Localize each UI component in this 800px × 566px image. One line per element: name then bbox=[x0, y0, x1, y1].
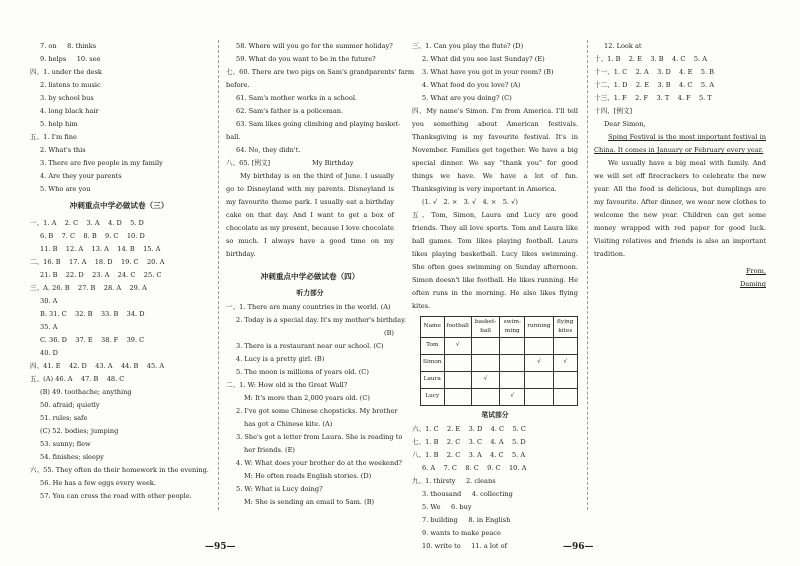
letter-closing: From, bbox=[745, 267, 766, 275]
table-header-row bbox=[421, 317, 578, 338]
answer-line: 2. I've got some Chinese chopsticks. My brother bbox=[236, 406, 398, 415]
table-mark-cell bbox=[525, 371, 553, 388]
answer-line: has got a Chinese kite. (A) bbox=[244, 419, 333, 428]
section-title-4: 冲刺重点中学必做试卷（四） bbox=[260, 272, 360, 281]
answer-line: 二、16. B 17. A 18. D 19. C 20. A bbox=[30, 258, 165, 266]
answer-line: 八、1. B 2. C 3. A 4. C 5. A bbox=[412, 450, 526, 459]
answer-line: 4. W: What does your brother do at the weekend? bbox=[236, 458, 402, 467]
answer-line: 5. Who are you bbox=[40, 185, 91, 193]
column-4 bbox=[594, 40, 766, 291]
answer-line: 56. He has a few eggs every week. bbox=[40, 479, 156, 487]
answer-line: 九、1. thirsty 2. cleans bbox=[412, 476, 496, 485]
answer-line: 64. No, they didn't. bbox=[236, 146, 301, 154]
answer-line: 五、1. I'm fine bbox=[30, 133, 77, 141]
table-mark-cell bbox=[471, 337, 499, 354]
answer-line: 12. Look at bbox=[604, 42, 642, 50]
answer-line: 六、55. They often do their homework in the evening. bbox=[30, 466, 209, 474]
table-mark-cell bbox=[500, 337, 525, 354]
table-name-cell: Laura bbox=[421, 371, 445, 388]
answer-line: C. 36. D 37. E 38. F 39. C bbox=[40, 336, 145, 344]
answer-line: 十三、1. F 2. F 3. T 4. F 5. T bbox=[594, 94, 712, 102]
answer-line: 七、60. There are two pigs on Sam's grandparents' farm bbox=[226, 68, 415, 76]
answer-list-test-3 bbox=[30, 217, 208, 503]
listening-heading: 听力部分 bbox=[296, 289, 324, 297]
answer-line: 四、41. E 42. D 43. A 44. B 45. A bbox=[30, 362, 165, 370]
table-mark-cell bbox=[553, 371, 577, 388]
sports-table bbox=[420, 316, 578, 406]
answer-line: 五、(A) 46. A 47. B 48. C bbox=[30, 375, 125, 383]
listening-answers bbox=[226, 301, 407, 509]
answer-line: M: He often reads English stories. (D) bbox=[244, 471, 372, 480]
table-row bbox=[421, 354, 578, 371]
answer-line: 5. What are you doing? (C) bbox=[422, 94, 512, 102]
answer-line: 9. helps 10. see bbox=[40, 55, 101, 63]
answer-line: 53. sunny; flew bbox=[40, 440, 91, 448]
answer-line: 3. What have you got in your room? (B) bbox=[422, 68, 554, 76]
answer-line: 35. A bbox=[40, 323, 58, 331]
answer-line: 三、A. 26. B 27. B 28. A 29. A bbox=[30, 284, 147, 292]
answer-line: 4. What food do you love? (A) bbox=[422, 81, 521, 89]
answer-line: 54. finishes; sleepy bbox=[40, 453, 104, 461]
answer-line: her friends. (E) bbox=[244, 445, 296, 454]
page-number-right: —96— bbox=[563, 542, 594, 552]
column-divider bbox=[587, 40, 588, 510]
answer-line: 三、1. Can you play the flute? (D) bbox=[412, 42, 524, 50]
table-mark-cell: √ bbox=[444, 337, 471, 354]
answer-line: 十四、[例文] bbox=[594, 107, 633, 115]
table-name-cell: Simon bbox=[421, 354, 445, 371]
table-mark-cell bbox=[500, 371, 525, 388]
answer-line: 十二、1. D 2. E 3. B 4. C 5. A bbox=[594, 81, 715, 89]
answer-line: 5. W: What is Lucy doing? bbox=[236, 484, 323, 493]
table-mark-cell: √ bbox=[471, 371, 499, 388]
table-mark-cell: √ bbox=[553, 354, 577, 371]
table-row bbox=[421, 371, 578, 388]
table-header-cell: Name bbox=[421, 317, 445, 338]
answer-line: 4. Are they your parents bbox=[40, 172, 122, 180]
table-mark-cell bbox=[471, 354, 499, 371]
answer-line: before. bbox=[226, 81, 250, 89]
answer-line: 7. building 8. in English bbox=[422, 515, 511, 524]
answer-line: 一、1. There are many countries in the world. (A) bbox=[226, 302, 391, 311]
answer-line: 5. The moon is millions of years old. (C) bbox=[236, 367, 369, 376]
table-mark-cell bbox=[553, 388, 577, 405]
answer-line: 2. What's this bbox=[40, 146, 86, 154]
table-header-cell: running bbox=[525, 317, 553, 338]
answer-line: 3. thousand 4. collecting bbox=[422, 489, 513, 498]
answer-line: 2. Today is a special day. It's my mother's birthday. bbox=[236, 315, 407, 324]
answer-line: 61. Sam's mother works in a school. bbox=[236, 94, 358, 102]
table-row bbox=[421, 337, 578, 354]
answer-line: 5. We 6. buy bbox=[422, 502, 472, 511]
answer-line: 50. afraid; quietly bbox=[40, 401, 100, 409]
table-mark-cell bbox=[525, 388, 553, 405]
answer-line: (C) 52. bodies; jumping bbox=[40, 427, 119, 435]
answer-line: 59. What do you want to be in the future? bbox=[236, 55, 376, 63]
answer-line: B. 31. C 32. B 33. B 34. D bbox=[40, 310, 145, 318]
answer-line: 21. B 22. D 23. A 24. C 25. C bbox=[40, 271, 162, 279]
essay-my-birthday: My birthday is on the third of June. I usually go to Disneyland with my parents. Disneyland is my favourite theme park. I usually eat a birthday cake on that day. And I want to get a box of chocolate as my present, because I love chocolate so much. I always have a good time on my birthday. bbox=[226, 172, 394, 258]
answer-line: 6. A 7. C 8. C 9. C 10. A bbox=[422, 463, 527, 472]
table-mark-cell bbox=[444, 354, 471, 371]
answer-line: 3. She's got a letter from Laura. She is reading to bbox=[236, 432, 403, 441]
table-name-cell: Lucy bbox=[421, 388, 445, 405]
answer-line: 6. B 7. C 8. B 9. C 10. D bbox=[40, 232, 145, 240]
answer-line: 七、1. B 2. C 3. C 4. A 5. D bbox=[412, 437, 526, 446]
table-mark-cell bbox=[553, 337, 577, 354]
answer-line: 5. help him bbox=[40, 120, 78, 128]
answer-line: ball. bbox=[226, 133, 241, 141]
answer-line: M: She is sending an email to Sam. (B) bbox=[244, 497, 375, 506]
answer-line: 63. Sam likes going climbing and playing basket- bbox=[236, 120, 401, 128]
answer-line: 八、65. [例文] My Birthday bbox=[226, 159, 354, 167]
table-header-cell: swim-ming bbox=[500, 317, 525, 338]
answer-line: 7. on 8. thinks bbox=[40, 42, 97, 50]
answer-line: 四、1. under the desk bbox=[30, 68, 102, 76]
answer-line: 六、1. C 2. E 3. D 4. C 5. C bbox=[412, 424, 526, 433]
passage-friends: 五、Tom, Simon, Laura and Lucy are good friends. They all love sports. Tom and Laura like ball games. Tom likes playing football. Laura likes playing basketball. Lucy likes swimming. She often goes swimming on Sunday afternoon. Simon doesn't like football. He likes running. He often runs in the morning. He also likes flying kites. bbox=[412, 211, 578, 310]
column-3 bbox=[412, 40, 578, 553]
answer-line: 51. rules; safe bbox=[40, 414, 88, 422]
answer-line: 3. by school bus bbox=[40, 94, 94, 102]
passage-simon: 四、My name's Simon. I'm from America. I'll tell you something about American festivals. Thanksgiving is my favourite festival. It's in November. Families get together. We have a big special dinner. We say "thank you" for good things we have. We have a lot of fun. Thanksgiving is very important in America. bbox=[412, 107, 578, 193]
letter-paragraph-2: We usually have a big meal with family. And we will set off firecrackers to celebrate the new year. All the food is delicious, but dumplings are my favourite. After dinner, we wear new clothes to welcome the new year. Children can get some money wrapped with red paper for good luck. Visiting relatives and friends is also an important tradition. bbox=[594, 159, 766, 258]
answer-list-col2 bbox=[226, 40, 415, 170]
letter-paragraph-1: Sping Festival is the most important festival in China. It comes in January or February every year. bbox=[594, 133, 766, 154]
written-heading: 笔试部分 bbox=[481, 410, 509, 419]
table-mark-cell: √ bbox=[525, 354, 553, 371]
page-number-left: —95— bbox=[205, 542, 236, 552]
table-mark-cell bbox=[525, 337, 553, 354]
answer-line: (B) 49. toothache; anything bbox=[40, 388, 132, 396]
written-answers bbox=[412, 423, 578, 553]
answer-line: 3. There is a restaurant near our school. (C) bbox=[236, 341, 384, 350]
answer-line: 58. Where will you go for the summer holiday? bbox=[236, 42, 393, 50]
letter-signature: Daming bbox=[739, 280, 766, 288]
answer-line: 57. You can cross the road with other people. bbox=[40, 492, 192, 500]
table-mark-cell bbox=[471, 388, 499, 405]
section-title-3: 冲刺重点中学必做试卷（三） bbox=[69, 201, 169, 210]
table-header-cell: flying kites bbox=[553, 317, 577, 338]
answer-line: 4. long black hair bbox=[40, 107, 99, 115]
answer-line: 9. wants to make peace bbox=[422, 528, 501, 537]
table-mark-cell bbox=[444, 388, 471, 405]
column-1 bbox=[30, 40, 208, 503]
answer-line: 一、1. A 2. C 3. A 4. D 5. D bbox=[30, 219, 144, 227]
table-mark-cell bbox=[500, 354, 525, 371]
table-name-cell: Tom bbox=[421, 337, 445, 354]
column-2 bbox=[226, 40, 415, 509]
table-mark-cell: √ bbox=[500, 388, 525, 405]
answer-line: 40. D bbox=[40, 349, 58, 357]
answer-line: 二、1. W: How old is the Great Wall? bbox=[226, 380, 348, 389]
answer-line: 2. What did you see last Sunday? (E) bbox=[422, 55, 545, 63]
table-row bbox=[421, 388, 578, 405]
table-mark-cell bbox=[444, 371, 471, 388]
answer-line: 30. A bbox=[40, 297, 58, 305]
answer-line: 十、1. B 2. E 3. B 4. C 5. A bbox=[594, 55, 707, 63]
answer-line: 4. Lucy is a pretty girl. (B) bbox=[236, 354, 325, 363]
answer-line: M: It's more than 2,000 years old. (C) bbox=[244, 393, 371, 402]
answer-line: 2. listens to music bbox=[40, 81, 101, 89]
answer-line: 3. There are five people in my family bbox=[40, 159, 163, 167]
true-false-marks: (1. √ 2. × 3. √ 4. × 5. √) bbox=[422, 198, 518, 206]
answer-list-col3 bbox=[412, 40, 578, 105]
answer-line: 62. Sam's father is a policeman. bbox=[236, 107, 344, 115]
answer-line: (B) bbox=[384, 328, 394, 337]
table-header-cell: football bbox=[444, 317, 471, 338]
column-divider bbox=[218, 40, 219, 510]
answer-line: Dear Simon, bbox=[604, 120, 646, 128]
answer-list-top bbox=[30, 40, 208, 196]
answer-line: 十一、1. C 2. A 3. D 4. E 5. B bbox=[594, 68, 715, 76]
answer-list-col4 bbox=[594, 40, 766, 131]
answer-line: 11. B 12. A 13. A 14. B 15. A bbox=[40, 245, 161, 253]
table-body bbox=[421, 337, 578, 405]
table-header-cell: basket-ball bbox=[471, 317, 499, 338]
answer-line: 10. write to 11. a lot of bbox=[422, 541, 508, 550]
